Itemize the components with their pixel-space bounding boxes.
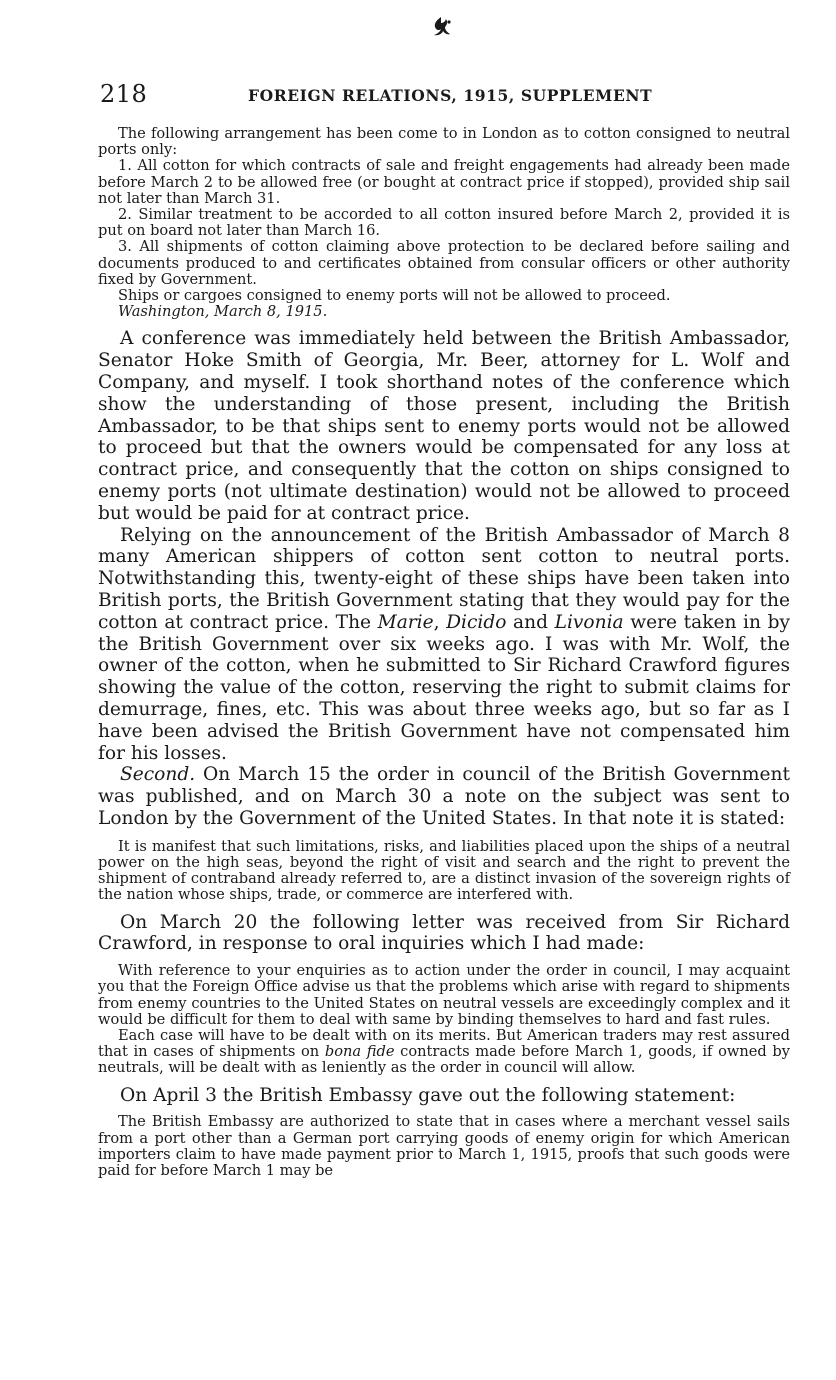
paragraph-conference: A conference was immediately held between the British Ambassador, Senator Hoke Smith of Georgia, Mr. Beer, attorney for L. Wolf and Company, and myself. I took shorthand notes of the conference which show the understanding of those present, including the British Ambassador, to be that ships sent to enemy ports would not be allowed to proceed but that the owners would be compensated for any loss at contract price, and consequently that the cotton on ships consigned to enemy ports (not ultimate destination) would not be allowed to proceed but would be paid for at contract price. — [98, 328, 790, 524]
ship-name-livonia: Livonia — [554, 611, 624, 633]
quoted-embassy-statement — [98, 1114, 790, 1179]
arrangement-item-1: 1. All cotton for which contracts of sale and freight engagements had already been made before March 2 to be allowed free (or bought at contract price if stopped), provided ship sail not later than March 31. — [98, 157, 790, 207]
letter-paragraph-1: With reference to your enquiries as to action under the order in council, I may acquaint you that the Foreign Office advise us that the problems which arise with regard to shipments from enemy countries to the United States on neutral vessels are exceedingly complex and it would be difficult for them to deal with same by binding themselves to hard and fast rules. — [98, 962, 790, 1028]
arrangement-item-3: 3. All shipments of cotton claiming above protection to be declared before sailing and documents produced to and certificates obtained from consular officers or other authority fixed by Government. — [98, 238, 790, 288]
ship-name-marie: Marie — [377, 611, 434, 633]
arrangement-closing: Ships or cargoes consigned to enemy ports will not be allowed to proceed. — [118, 287, 671, 305]
letter-paragraph-2: Each case will have to be dealt with on its merits. But American traders may rest assured that in cases of shipments on bona fide contracts made before March 1, goods, if owned by neutrals, will be dealt with as leniently as the order in council will allow. — [98, 1026, 790, 1077]
paragraph-embassy-intro: On April 3 the British Embassy gave out the following statement: — [120, 1084, 736, 1106]
arrangement-dateline: Washington, March 8, 1915. — [118, 303, 328, 321]
arrangement-item-2: 2. Similar treatment to be accorded to all cotton insured before March 2, provided it is put on board not later than March 16. — [98, 206, 790, 240]
quoted-note — [98, 839, 790, 904]
paragraph-letter-intro: On March 20 the following letter was received from Sir Richard Crawford, in response to oral inquiries which I had made: — [98, 911, 790, 955]
ship-name-dicido: Dicido — [446, 611, 507, 633]
page-body — [98, 126, 790, 1179]
embassy-statement: The British Embassy are authorized to state that in cases where a merchant vessel sails from a port other than a German port carrying goods of enemy origin for which American importers claim to have made payment prior to March 1, 1915, proofs that such goods were paid for before March 1 may be — [98, 1113, 790, 1179]
paragraph-second: Second. On March 15 the order in council of the British Government was published, and on March 30 a note on the subject was sent to London by the Government of the United States. In that note it is stated: — [98, 764, 790, 829]
paragraph-shippers: Relying on the announcement of the British Ambassador of March 8 many American shippers of cotton sent cotton to neutral ports. Notwithstanding this, twenty-eight of these ships have been taken into British ports, the British Government stating that they would pay for the cotton at contract price. The Marie, Dicido and Livonia were taken in by the British Government over six weeks ago. I was with Mr. Wolf, the owner of the cotton, when he submitted to Sir Richard Crawford figures showing the value of the cotton, reserving the right to submit claims for demurrage, fines, etc. This was about three weeks ago, but so far as I have been advised the British Government have not compensated him for his losses. — [98, 524, 790, 764]
note-quote: It is manifest that such limitations, risks, and liabilities placed upon the ships of a neutral power on the high seas, beyond the right of visit and search and the right to prevent the shipment of contraband already referred to, are a distinct invasion of the sovereign rights of the nation whose ships, trade, or commerce are interfered with. — [98, 837, 790, 904]
running-title: FOREIGN RELATIONS, 1915, SUPPLEMENT — [248, 86, 653, 105]
arrangement-intro: The following arrangement has been come to in London as to cotton consigned to neutral ports only: — [98, 125, 790, 159]
second-lead: Second. — [120, 764, 196, 786]
quoted-letter — [98, 963, 790, 1076]
quoted-arrangement — [98, 126, 790, 304]
printer-ornament-icon — [428, 14, 454, 40]
page-header — [100, 80, 790, 110]
bona-fide-term: bona fide — [324, 1043, 395, 1061]
page-number: 218 — [100, 80, 148, 108]
